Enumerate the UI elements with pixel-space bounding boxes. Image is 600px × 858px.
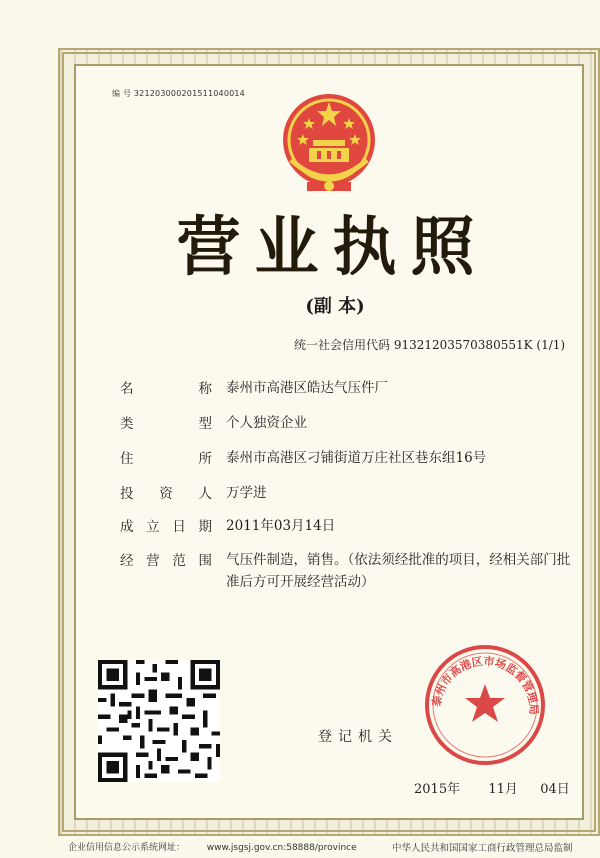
field-label: 住 所 — [120, 451, 212, 467]
field-label: 名 称 — [120, 381, 212, 397]
issue-date — [414, 778, 570, 797]
issue-month: 11月 — [488, 782, 518, 797]
field-label: 成 立 日 期 — [120, 519, 212, 535]
issue-day: 04日 — [540, 782, 570, 797]
footer-website — [68, 840, 357, 853]
registration-authority-label: 登记机关 — [318, 729, 398, 745]
field-value: 泰州市高港区刁铺街道万庄社区巷东组16号 — [226, 450, 487, 466]
footer-website-label: 企业信用信息公示系统网址： — [68, 843, 186, 853]
field-label: 投 资 人 — [120, 486, 212, 502]
field-value: 个人独资企业 — [226, 415, 307, 431]
document-subtitle: (副 本) — [305, 296, 365, 317]
footer-website-url[interactable]: www.jsgsj.gov.cn:58888/province — [206, 843, 357, 853]
document-title: 营业执照 — [176, 210, 489, 285]
field-label: 类 型 — [120, 416, 212, 432]
svg-text:泰州市高港区市场监督管理局: 泰州市高港区市场监督管理局 — [429, 654, 541, 715]
field-value: 气压件制造，销售。（依法须经批准的项目，经相关部门批准后方可开展经营活动） — [226, 552, 571, 590]
issue-year: 2015年 — [414, 782, 461, 797]
field-value: 2011年03月14日 — [226, 518, 336, 534]
serial-number: 编 号 321203000201511040014 — [112, 89, 245, 98]
field-value: 万学进 — [226, 485, 267, 501]
footer-issuer: 中华人民共和国国家工商行政管理总局监制 — [392, 843, 573, 854]
field-value: 泰州市高港区皓达气压件厂 — [226, 380, 388, 396]
national-emblem-icon — [277, 90, 381, 198]
field-label: 经 营 范 围 — [120, 553, 212, 569]
official-seal-icon — [420, 640, 550, 770]
qr-code[interactable] — [98, 660, 220, 782]
credit-code: 统一社会信用代码 91321203570380551K (1/1) — [294, 338, 566, 352]
